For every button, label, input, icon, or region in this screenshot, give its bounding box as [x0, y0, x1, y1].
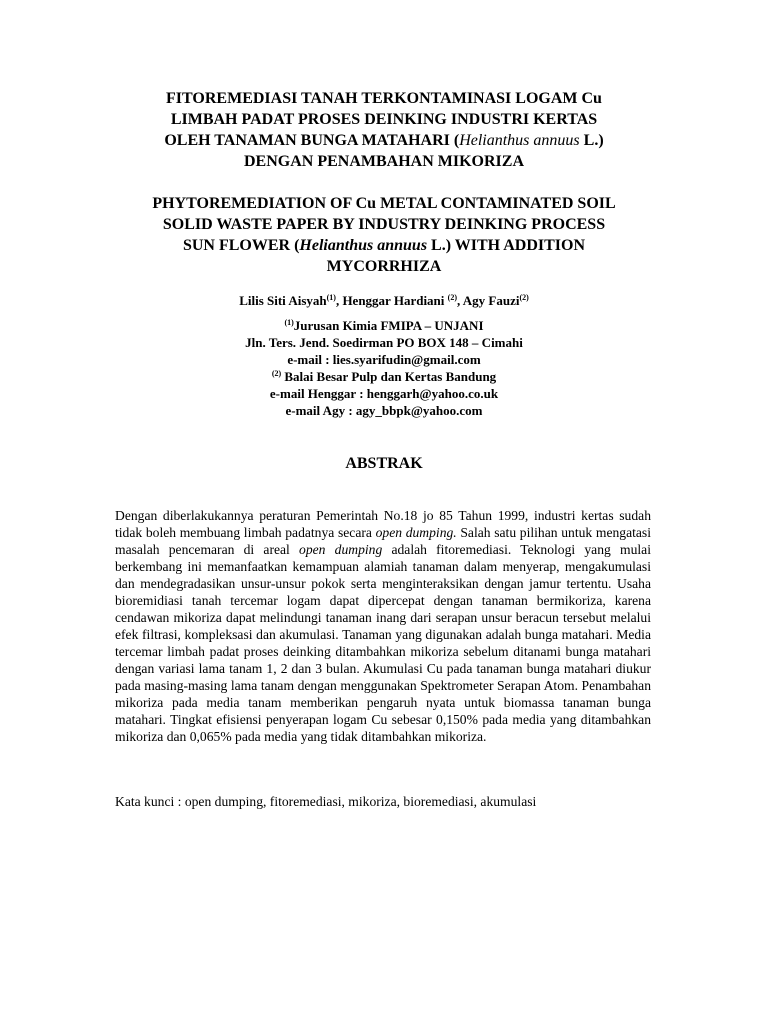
title-en-species: Helianthus annuus: [299, 237, 428, 254]
title-en-line-3-prefix: SUN FLOWER (: [182, 237, 300, 254]
author-affiliation-mark: (2): [519, 293, 529, 302]
affiliation-2: [100, 368, 668, 385]
author-separator: ,: [456, 293, 463, 308]
affiliations: [100, 317, 668, 419]
title-en-line-3: [100, 235, 668, 256]
abstract-text-3: adalah fitoremediasi. Teknologi yang mulai berkembang ini memanfaatkan kemampuan alamiah tanaman dalam menyerap, mengakumulasi dan mendegradasikan unsur-unsur pokok serta menginteraksikan dengan jamur tertentu. Usaha bioremidiasi tanah tercemar logam dapat dipercepat dengan tanaman bermikoriza, karena cendawan mikoriza dapat melindungi tanaman inang dari serapan unsur beracun tersebut melalui efek filtrasi, kompleksasi dan akumulasi. Tanaman yang digunakan adalah bunga matahari. Media tercemar limbah padat proses deinking ditambahkan mikoriza sebelum ditanami bunga matahari dengan variasi lama tanam 1, 2 dan 3 bulan. Akumulasi Cu pada tanaman bunga matahari diukur pada masing-masing lama tanam dengan menggunakan Spektrometer Serapan Atom. Penambahan mikoriza pada media tanam memberikan pengaruh nyata untuk biomassa tanaman bunga matahari. Tingkat efisiensi penyerapan logam Cu sebesar 0,150% pada media yang ditambahkan mikoriza dan 0,065% pada media yang tidak ditambahkan mikoriza.: [115, 542, 651, 744]
title-en-line-2: SOLID WASTE PAPER BY INDUSTRY DEINKING PROCESS: [162, 216, 606, 233]
title-id-line-4: DENGAN PENAMBAHAN MIKORIZA: [244, 153, 524, 170]
author-name: Henggar Hardiani: [342, 293, 448, 308]
author-separator: ,: [335, 293, 343, 308]
keywords: Kata kunci : open dumping, fitoremediasi, mikoriza, bioremediasi, akumulasi: [115, 794, 537, 809]
title-id-line-3: [100, 130, 668, 151]
abstract-heading: ABSTRAK: [345, 455, 423, 472]
title-id-line-3-prefix: OLEH TANAMAN BUNGA MATAHARI (: [164, 132, 460, 149]
abstract-body: [115, 507, 651, 745]
affiliation-1-address: Jln. Ters. Jend. Soedirman PO BOX 148 – Cimahi: [245, 335, 523, 350]
title-english: [100, 193, 668, 277]
title-id-line-3-suffix: L.): [579, 132, 604, 149]
title-en-line-3-suffix: L.) WITH ADDITION: [427, 237, 586, 254]
title-id-species: Helianthus annuus: [459, 132, 580, 149]
author-list: [100, 292, 668, 309]
affiliation-1-email: e-mail : lies.syarifudin@gmail.com: [287, 352, 481, 367]
affiliation-2-institution: Balai Besar Pulp dan Kertas Bandung: [281, 369, 497, 384]
author-affiliation-mark: (2): [447, 293, 457, 302]
affiliation-2-email-agy: e-mail Agy : agy_bbpk@yahoo.com: [285, 403, 483, 418]
author-name: Lilis Siti Aisyah: [239, 293, 327, 308]
author-name: Agy Fauzi: [462, 293, 520, 308]
affiliation-1-institution: Jurusan Kimia FMIPA – UNJANI: [293, 318, 484, 333]
title-en-line-4: MYCORRHIZA: [326, 258, 442, 275]
affiliation-2-mark: (2): [271, 369, 282, 378]
abstract-italic-open-dumping-2: open dumping: [299, 542, 383, 557]
author-affiliation-mark: (1): [326, 293, 336, 302]
affiliation-1: [100, 317, 668, 334]
title-id-line-2: LIMBAH PADAT PROSES DEINKING INDUSTRI KERTAS: [170, 111, 598, 128]
abstract-italic-open-dumping-1: open dumping.: [375, 525, 457, 540]
affiliation-2-email-henggar: e-mail Henggar : henggarh@yahoo.co.uk: [269, 386, 499, 401]
abstract-text-1: Dengan diberlakukannya peraturan Pemerintah No.18 jo 85 Tahun 1999, industri kertas sudah tidak boleh membuang limbah padatnya secara: [115, 508, 651, 540]
affiliation-1-mark: (1): [284, 318, 294, 327]
title-id-line-1: FITOREMEDIASI TANAH TERKONTAMINASI LOGAM Cu: [166, 90, 602, 107]
title-indonesian: [100, 88, 668, 172]
title-en-line-1: PHYTOREMEDIATION OF Cu METAL CONTAMINATED SOIL: [152, 195, 616, 212]
abstract-text-2: Salah satu pilihan untuk mengatasi masalah pencemaran di areal: [115, 525, 651, 557]
